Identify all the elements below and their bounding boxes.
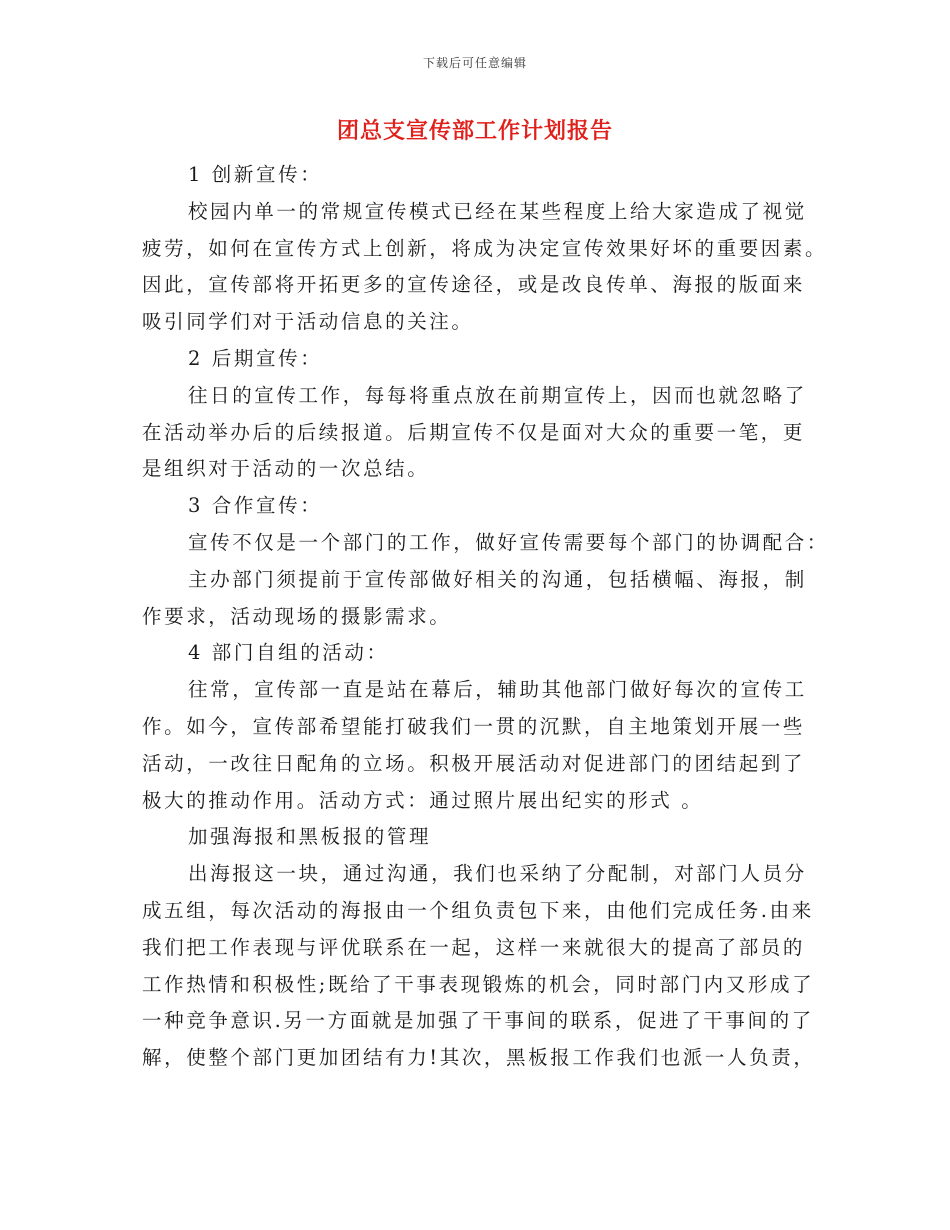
- paragraph-line: 工作热情和积极性;既给了干事表现锻炼的机会，同时部门内又形成了: [142, 972, 815, 996]
- paragraph-line: 主办部门须提前于宣传部做好相关的沟通，包括横幅、海报，制: [188, 567, 807, 591]
- paragraph-line: 出海报这一块，通过沟通，我们也采纳了分配制，对部门人员分: [188, 862, 807, 886]
- paragraph-line: 一种竞争意识.另一方面就是加强了干事间的联系，促进了干事间的了: [142, 1009, 814, 1033]
- paragraph-line: 作。如今，宣传部希望能打破我们一贯的沉默，自主地策划开展一些: [142, 714, 806, 738]
- paragraph-line: 往常，宣传部一直是站在幕后，辅助其他部门做好每次的宣传工: [188, 678, 807, 702]
- paragraph-line: 成五组，每次活动的海报由一个组负责包下来，由他们完成任务.由来: [142, 898, 814, 922]
- paragraph-line: 疲劳，如何在宣传方式上创新，将成为决定宣传效果好坏的重要因素。: [142, 236, 828, 260]
- section-heading-2: 2 后期宣传：: [188, 346, 323, 370]
- section-heading-5: 加强海报和黑板报的管理: [188, 825, 432, 849]
- section-heading-1: 1 创新宣传：: [188, 163, 323, 186]
- document-title: 团总支宣传部工作计划报告: [336, 118, 613, 144]
- paragraph-line: 是组织对于活动的一次总结。: [142, 457, 430, 481]
- paragraph-line: 宣传不仅是一个部门的工作，做好宣传需要每个部门的协调配合：: [188, 530, 829, 554]
- paragraph-line: 活动，一改往日配角的立场。积极开展活动对促进部门的团结起到了: [142, 751, 806, 775]
- paragraph-line: 作要求，活动现场的摄影需求。: [142, 604, 452, 628]
- paragraph-line: 我们把工作表现与评优联系在一起，这样一来就很大的提高了部员的: [142, 935, 806, 959]
- paragraph-line: 往日的宣传工作，每每将重点放在前期宣传上，因而也就忽略了: [188, 383, 807, 407]
- paragraph-line: 校园内单一的常规宣传模式已经在某些程度上给大家造成了视觉: [188, 199, 807, 223]
- paragraph-line: 吸引同学们对于活动信息的关注。: [142, 310, 474, 334]
- header-note: 下载后可任意编辑: [422, 56, 527, 70]
- section-heading-4: 4 部门自组的活动：: [188, 641, 389, 665]
- section-heading-3: 3 合作宣传：: [188, 494, 323, 518]
- paragraph-line: 解，使整个部门更加团结有力!其次，黑板报工作我们也派一人负责，: [142, 1046, 816, 1070]
- paragraph-line: 因此，宣传部将开拓更多的宣传途径，或是改良传单、海报的版面来: [142, 273, 806, 297]
- document-body: [142, 157, 829, 1077]
- paragraph-line: 极大的推动作用。活动方式：通过照片展出纪实的形式 。: [142, 788, 704, 812]
- paragraph-line: 在活动举办后的后续报道。后期宣传不仅是面对大众的重要一笔，更: [142, 420, 806, 444]
